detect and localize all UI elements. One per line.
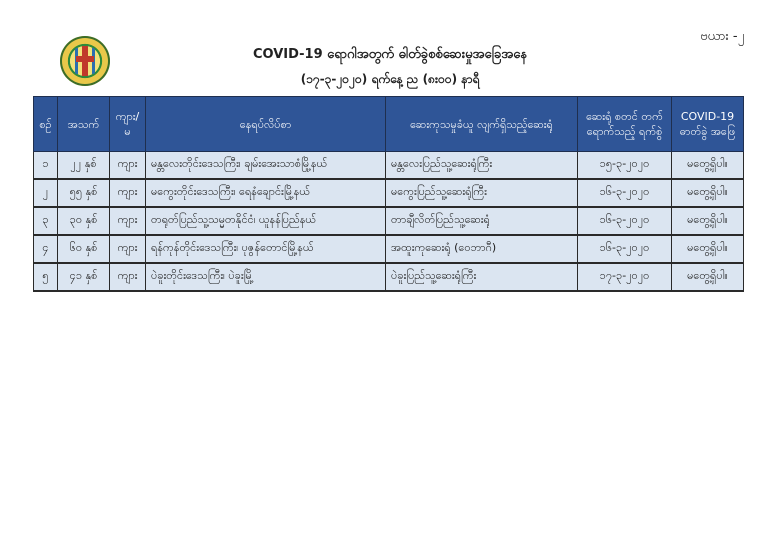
cell-address: ပဲခူးတိုင်းဒေသကြီး၊ ပဲခူးမြို့: [146, 263, 386, 291]
cell-age: ၂၂ နှစ်: [58, 152, 110, 180]
cell-result: မတွေ့ရှိပါ။: [672, 152, 744, 180]
table-row: [34, 235, 744, 263]
cell-no: ၁: [34, 152, 58, 180]
cell-no: ၅: [34, 263, 58, 291]
cell-address: မကွေးတိုင်းဒေသကြီး၊ ရေနံချောင်းမြို့နယ်: [146, 179, 386, 207]
header-sex: ကျား/မ: [110, 97, 146, 152]
header-hospital: ဆေးကုသမှုခံယူ လျက်ရှိသည့်ဆေးရုံ: [386, 97, 578, 152]
cell-date: ၁၆-၃-၂၀၂၀: [578, 235, 672, 263]
cell-age: ၃၀ နှစ်: [58, 207, 110, 235]
cell-date: ၁၆-၃-၂၀၂၀: [578, 207, 672, 235]
cell-sex: ကျား: [110, 235, 146, 263]
cell-hospital: မကွေးပြည်သူ့ဆေးရုံကြီး: [386, 179, 578, 207]
cell-age: ၅၅ နှစ်: [58, 179, 110, 207]
cell-date: ၁၇-၃-၂၀၂၀: [578, 263, 672, 291]
cell-no: ၄: [34, 235, 58, 263]
header-result: COVID-19 ဓာတ်ခွဲ အဖြေ: [672, 97, 744, 152]
document-subtitle: (၁၇-၃-၂၀၂၀) ရက်နေ့ ည (၈း၀၀) နာရီ: [300, 72, 480, 86]
page-number: ဗယား -၂: [700, 29, 744, 44]
cell-hospital: ပဲခူးပြည်သူ့ဆေးရုံကြီး: [386, 263, 578, 291]
cell-hospital: အထူးကုဆေးရုံ (ဝေဘာဂီ): [386, 235, 578, 263]
cell-result: မတွေ့ရှိပါ။: [672, 179, 744, 207]
header-age: အသက်: [58, 97, 110, 152]
cell-date: ၁၅-၃-၂၀၂၀: [578, 152, 672, 180]
table-row: [34, 207, 744, 235]
cell-hospital: မန္တလေးပြည်သူ့ဆေးရုံကြီး: [386, 152, 578, 180]
cell-sex: ကျား: [110, 207, 146, 235]
cell-address: တရုတ်ပြည်သူ့သမ္မတနိုင်ငံ၊ ယူနန်ပြည်နယ်: [146, 207, 386, 235]
cell-age: ၄၁ နှစ်: [58, 263, 110, 291]
cell-sex: ကျား: [110, 179, 146, 207]
header-address: နေရပ်လိပ်စာ: [146, 97, 386, 152]
cell-result: မတွေ့ရှိပါ။: [672, 207, 744, 235]
header-admission-date: ဆေးရုံ စတင် တက်ရောက်သည့် ရက်စွဲ: [578, 97, 672, 152]
table-header-row: [34, 97, 744, 152]
cell-no: ၃: [34, 207, 58, 235]
cell-result: မတွေ့ရှိပါ။: [672, 263, 744, 291]
cell-address: မန္တလေးတိုင်းဒေသကြီး၊ ချမ်းအေးသာစံမြို့နယ်: [146, 152, 386, 180]
cell-no: ၂: [34, 179, 58, 207]
table-row: [34, 152, 744, 180]
cell-sex: ကျား: [110, 152, 146, 180]
table-row: [34, 263, 744, 291]
document-title: COVID-19 ရောဂါအတွက် ဓါတ်ခွဲစစ်ဆေးမှုအခြေအနေ: [252, 47, 528, 62]
cell-hospital: တာချီလိတ်ပြည်သူ့ဆေးရုံ: [386, 207, 578, 235]
table-row: [34, 179, 744, 207]
cell-result: မတွေ့ရှိပါ။: [672, 235, 744, 263]
cell-sex: ကျား: [110, 263, 146, 291]
header-no: စဉ်: [34, 97, 58, 152]
cell-address: ရန်ကုန်တိုင်းဒေသကြီး၊ ပုဇွန်တောင်မြို့နယ်: [146, 235, 386, 263]
results-table: [33, 96, 744, 292]
cell-age: ၆၀ နှစ်: [58, 235, 110, 263]
cell-date: ၁၆-၃-၂၀၂၀: [578, 179, 672, 207]
